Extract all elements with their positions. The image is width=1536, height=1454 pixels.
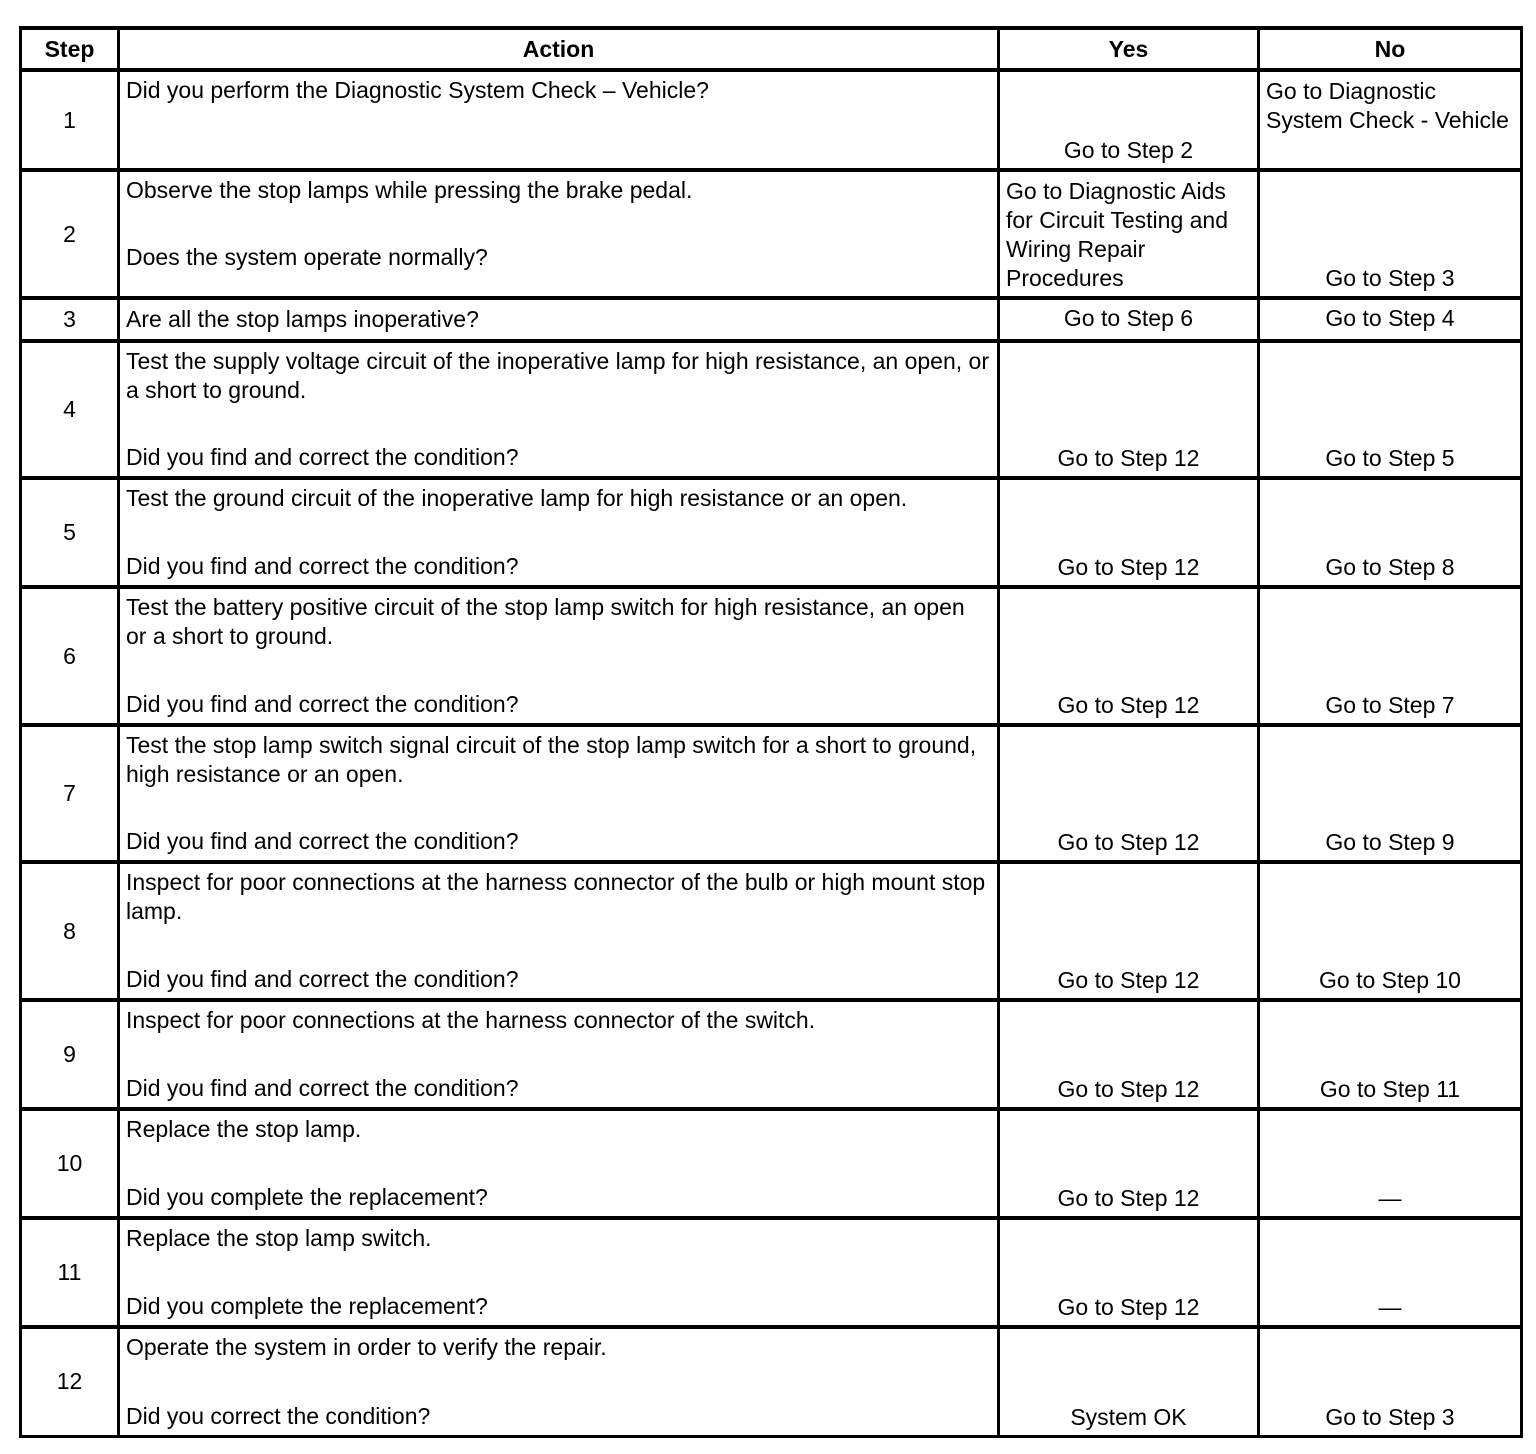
- action-cell: [119, 478, 999, 587]
- action-question: Did you complete the replacement?: [126, 1293, 488, 1319]
- no-cell: Go to Step 8: [1259, 478, 1522, 587]
- yes-cell: Go to Step 12: [999, 478, 1259, 587]
- no-cell: Go to Step 3: [1259, 1327, 1522, 1436]
- action-question: Did you find and correct the condition?: [126, 444, 519, 470]
- step-number: 4: [21, 341, 119, 478]
- action-text: Replace the stop lamp switch.: [126, 1225, 432, 1251]
- step-number: 8: [21, 862, 119, 1000]
- step-number: 12: [21, 1327, 119, 1436]
- yes-cell: Go to Step 12: [999, 587, 1259, 725]
- action-text: Test the supply voltage circuit of the inoperative lamp for high resistance, an open, or a short to ground.: [126, 348, 989, 403]
- action-cell: [119, 1000, 999, 1109]
- action-text: Replace the stop lamp.: [126, 1116, 362, 1142]
- no-cell: Go to Step 4: [1259, 298, 1522, 341]
- no-cell: Go to Step 3: [1259, 170, 1522, 298]
- action-cell: [119, 587, 999, 725]
- step-number: 1: [21, 70, 119, 170]
- action-cell: [119, 70, 999, 170]
- action-cell: [119, 725, 999, 862]
- no-cell: Go to Diagnostic System Check - Vehicle: [1259, 70, 1522, 170]
- action-cell: [119, 862, 999, 1000]
- table-row: [21, 1000, 1522, 1109]
- yes-cell: Go to Step 12: [999, 341, 1259, 478]
- no-cell: Go to Step 10: [1259, 862, 1522, 1000]
- yes-cell: Go to Diagnostic Aids for Circuit Testing and Wiring Repair Procedures: [999, 170, 1259, 298]
- action-text: Did you perform the Diagnostic System Check – Vehicle?: [126, 77, 709, 103]
- action-text: Operate the system in order to verify the repair.: [126, 1334, 607, 1360]
- yes-cell: Go to Step 6: [999, 298, 1259, 341]
- table-row: [21, 725, 1522, 862]
- step-number: 3: [21, 298, 119, 341]
- table-row: [21, 341, 1522, 478]
- table-row: [21, 1218, 1522, 1327]
- action-text: Inspect for poor connections at the harness connector of the bulb or high mount stop lamp.: [126, 869, 986, 924]
- action-question: Did you find and correct the condition?: [126, 553, 519, 579]
- no-cell: Go to Step 7: [1259, 587, 1522, 725]
- table-row: [21, 1109, 1522, 1218]
- action-text: Test the stop lamp switch signal circuit of the stop lamp switch for a short to ground, high resistance or an open.: [126, 732, 977, 787]
- yes-cell: Go to Step 12: [999, 862, 1259, 1000]
- action-text: Are all the stop lamps inoperative?: [126, 306, 479, 332]
- action-question: Did you find and correct the condition?: [126, 828, 519, 854]
- yes-cell: System OK: [999, 1327, 1259, 1436]
- no-cell: —: [1259, 1218, 1522, 1327]
- action-text: Test the ground circuit of the inoperative lamp for high resistance or an open.: [126, 485, 908, 511]
- action-cell: [119, 1218, 999, 1327]
- table-row: [21, 298, 1522, 341]
- action-cell: [119, 1327, 999, 1436]
- step-number: 10: [21, 1109, 119, 1218]
- yes-cell: Go to Step 12: [999, 1218, 1259, 1327]
- action-question: Did you find and correct the condition?: [126, 966, 519, 992]
- action-text: Test the battery positive circuit of the stop lamp switch for high resistance, an open or a short to ground.: [126, 594, 965, 649]
- no-cell: Go to Step 11: [1259, 1000, 1522, 1109]
- header-no: No: [1259, 28, 1522, 70]
- table-row: [21, 170, 1522, 298]
- yes-cell: Go to Step 12: [999, 725, 1259, 862]
- action-cell: [119, 170, 999, 298]
- header-yes: Yes: [999, 28, 1259, 70]
- action-question: Did you complete the replacement?: [126, 1184, 488, 1210]
- action-cell: [119, 298, 999, 341]
- yes-cell: Go to Step 2: [999, 70, 1259, 170]
- table-row: [21, 478, 1522, 587]
- no-cell: Go to Step 5: [1259, 341, 1522, 478]
- step-number: 9: [21, 1000, 119, 1109]
- action-text: Observe the stop lamps while pressing the brake pedal.: [126, 177, 693, 203]
- step-number: 6: [21, 587, 119, 725]
- step-number: 11: [21, 1218, 119, 1327]
- step-number: 5: [21, 478, 119, 587]
- table-row: [21, 1327, 1522, 1436]
- table-row: [21, 587, 1522, 725]
- table-row: [21, 70, 1522, 170]
- header-action: Action: [119, 28, 999, 70]
- diagnostic-table: [19, 26, 1523, 1438]
- step-number: 2: [21, 170, 119, 298]
- header-row: [21, 28, 1522, 70]
- step-number: 7: [21, 725, 119, 862]
- table-row: [21, 862, 1522, 1000]
- action-cell: [119, 341, 999, 478]
- no-cell: —: [1259, 1109, 1522, 1218]
- action-question: Does the system operate normally?: [126, 244, 488, 270]
- action-question: Did you find and correct the condition?: [126, 1075, 519, 1101]
- yes-cell: Go to Step 12: [999, 1000, 1259, 1109]
- action-question: Did you find and correct the condition?: [126, 691, 519, 717]
- action-cell: [119, 1109, 999, 1218]
- no-cell: Go to Step 9: [1259, 725, 1522, 862]
- header-step: Step: [21, 28, 119, 70]
- yes-cell: Go to Step 12: [999, 1109, 1259, 1218]
- action-question: Did you correct the condition?: [126, 1402, 431, 1429]
- action-text: Inspect for poor connections at the harness connector of the switch.: [126, 1007, 816, 1033]
